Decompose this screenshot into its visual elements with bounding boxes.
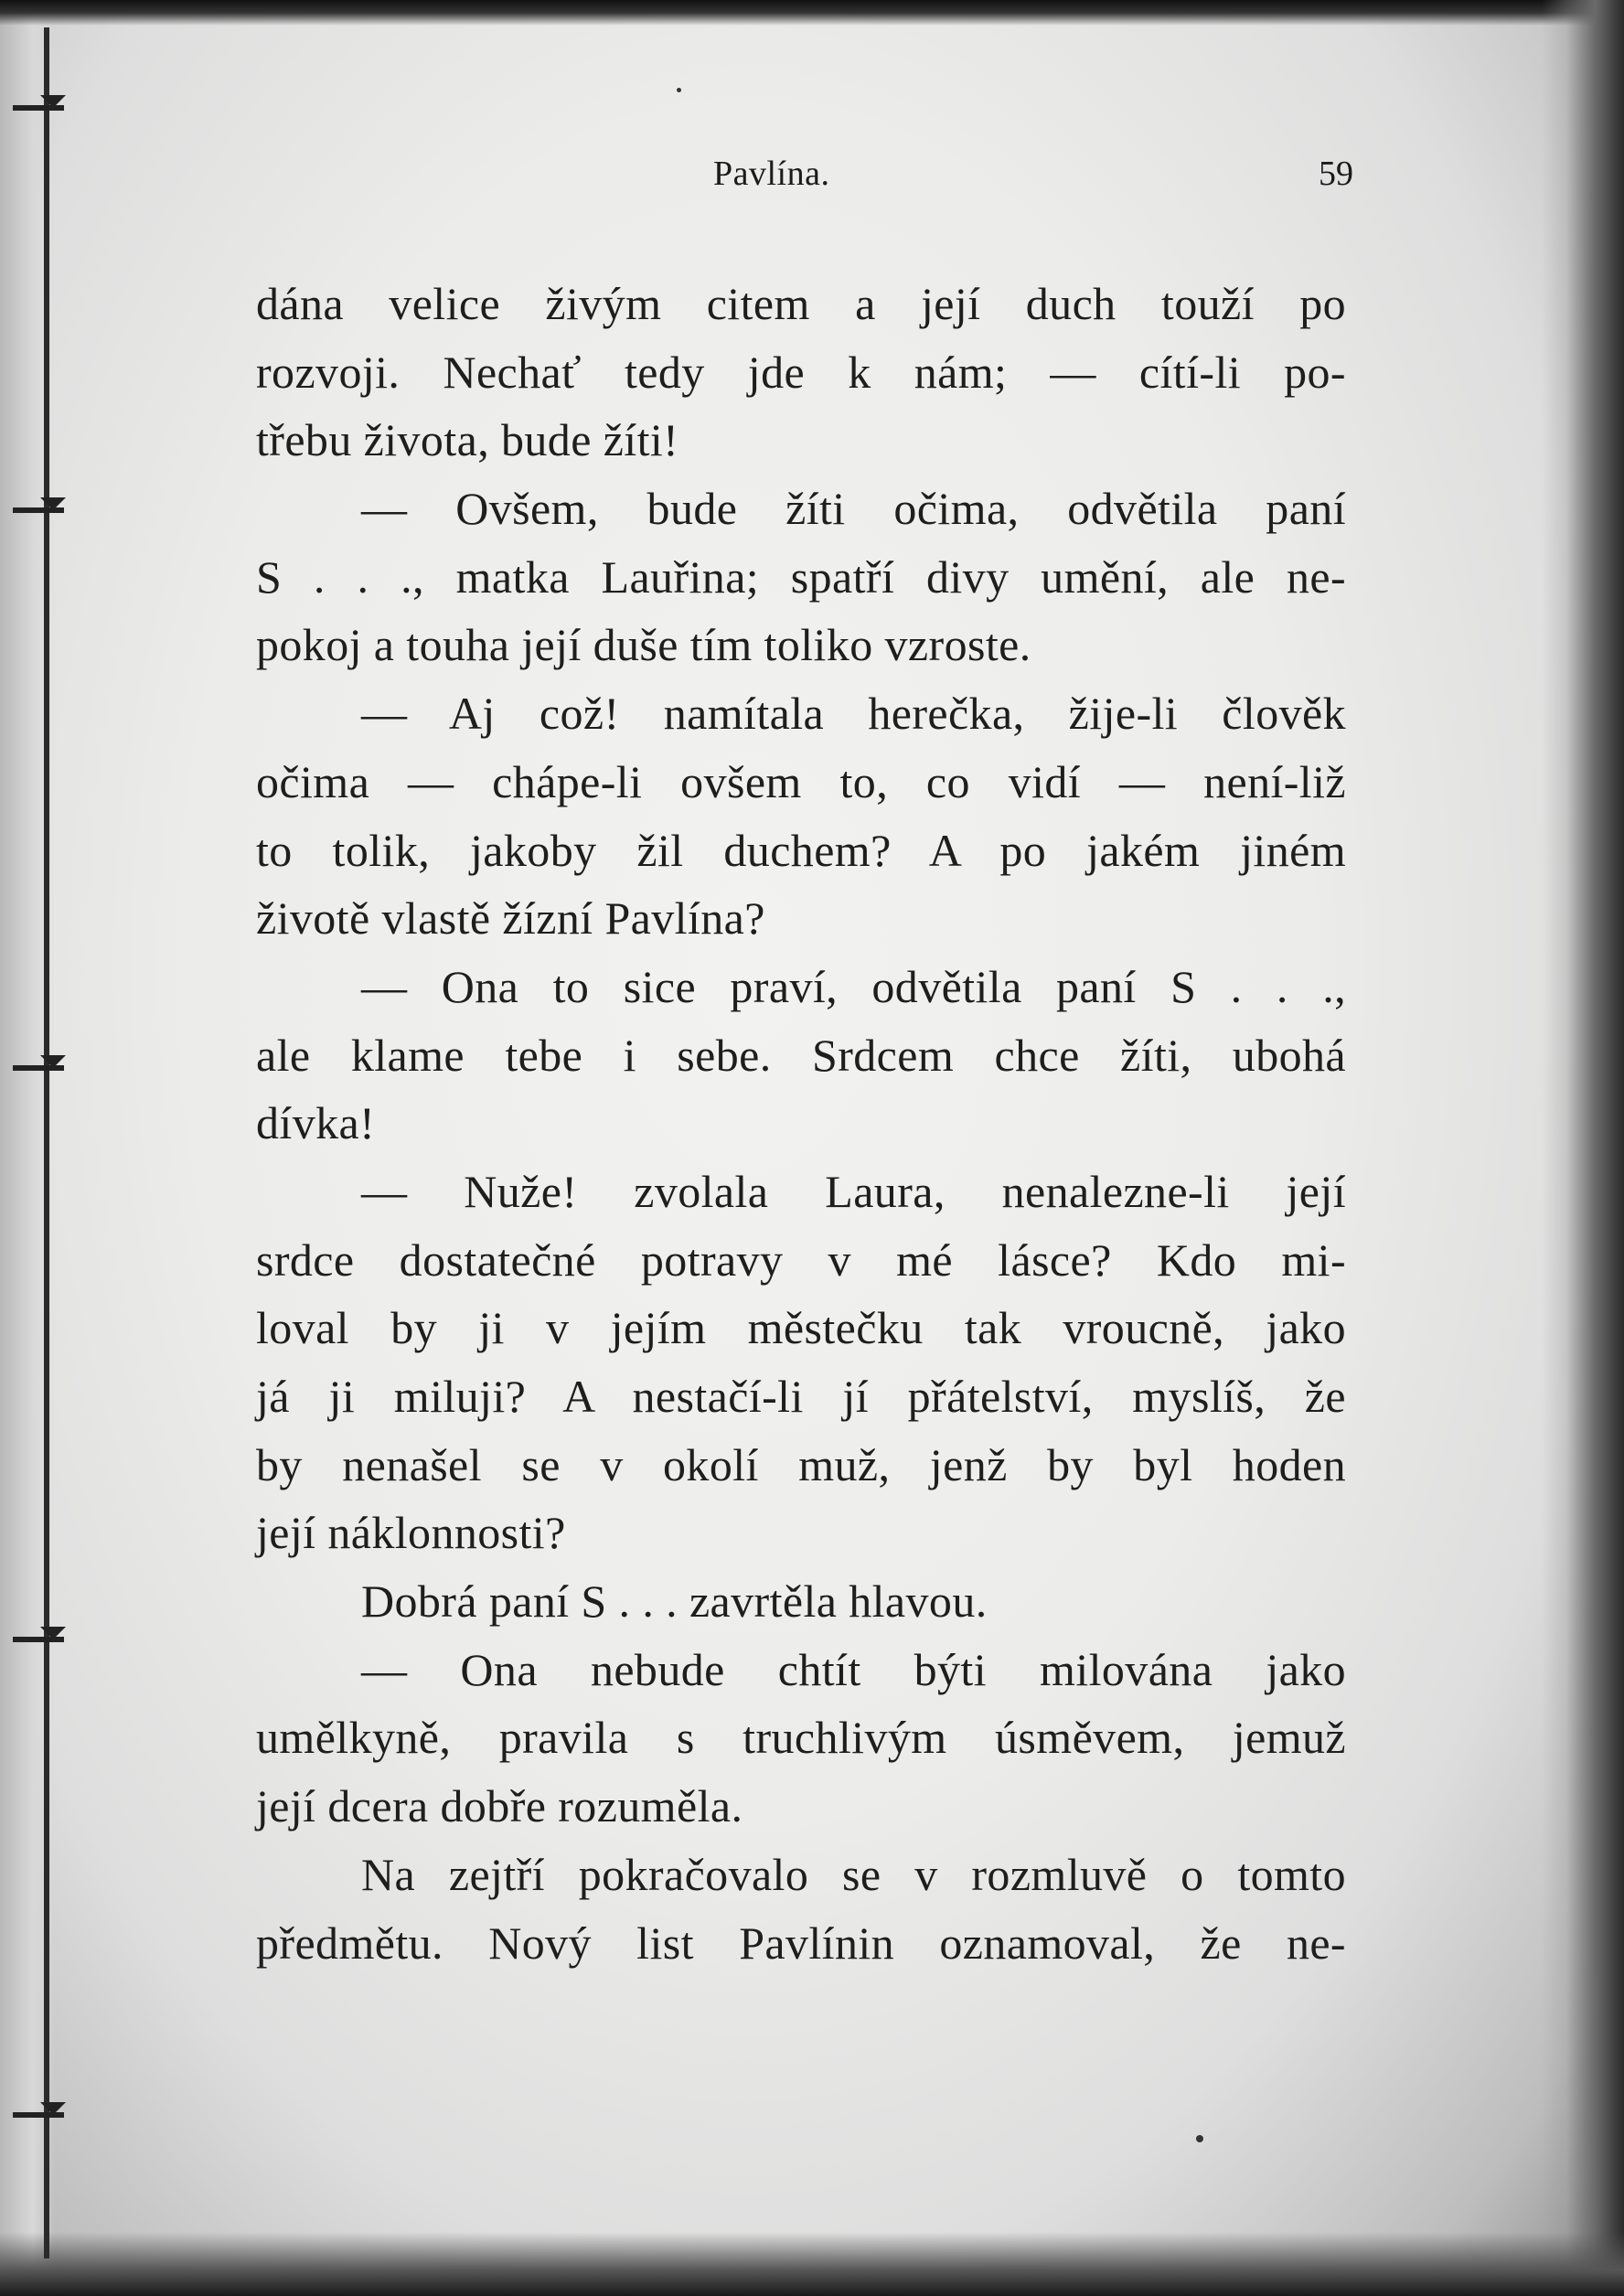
text-line: Dobrá paní S . . . zavrtěla hlavou. (361, 1575, 988, 1628)
text-line: ale klame tebe i sebe. Srdcem chce žíti, ubohá (256, 1029, 1346, 1081)
text-line: třebu života, bude žíti! (256, 414, 679, 466)
paper-speck (1196, 2135, 1203, 2142)
text-line: její náklonnosti? (256, 1507, 566, 1559)
page-right-shadow (1542, 0, 1624, 2296)
binding-stitch (13, 503, 64, 518)
page-header (256, 154, 1353, 208)
binding-stitch (13, 101, 64, 115)
page-number: 59 (1319, 155, 1353, 193)
text-line: rozvoji. Nechať tedy jde k nám; — cítí-li po- (256, 346, 1346, 398)
text-line: dána velice živým citem a její duch touží po (256, 278, 1346, 329)
text-line: dívka! (256, 1097, 376, 1149)
binding-stitch (13, 1632, 64, 1647)
text-line: životě vlastě žízní Pavlína? (256, 892, 765, 945)
binding-stitch (13, 2108, 64, 2122)
text-line: S . . ., matka Lauřina; spatří divy umění, ale ne- (256, 550, 1346, 603)
running-title: Pavlína. (713, 155, 830, 193)
paper-speck (677, 88, 681, 92)
text-line: pokoj a touha její duše tím toliko vzroste. (256, 619, 1031, 671)
text-line: její dcera dobře rozuměla. (256, 1780, 743, 1832)
text-line: já ji miluji? A nestačí-li jí přátelství, myslíš, že (256, 1371, 1346, 1422)
text-line: očima — chápe-li ovšem to, co vidí — není-liž (256, 755, 1346, 807)
text-line: předmětu. Nový list Pavlínin oznamoval, že ne- (256, 1917, 1346, 1969)
text-line: — Aj což! namítala herečka, žije-li člověk (361, 688, 1346, 740)
text-line: srdce dostatečné potravy v mé lásce? Kdo mi- (256, 1233, 1346, 1286)
text-line: — Ona nebude chtít býti milována jako (361, 1643, 1346, 1695)
text-line: loval by ji v jejím městečku tak vroucně, jako (256, 1302, 1346, 1354)
binding-stitch (13, 1061, 64, 1075)
binding-thread (44, 27, 49, 2259)
text-line: — Ovšem, bude žíti očima, odvětila paní (361, 483, 1346, 535)
body-text (256, 270, 1346, 1977)
page-top-shadow (0, 0, 1624, 26)
text-line: to tolik, jakoby žil duchem? A po jakém jiném (256, 824, 1346, 876)
text-line: — Nuže! zvolala Laura, nenalezne-li její (361, 1165, 1346, 1217)
page-bottom-shadow (0, 2232, 1624, 2296)
text-line: Na zejtří pokračovalo se v rozmluvě o tomto (361, 1848, 1346, 1900)
text-line: by nenašel se v okolí muž, jenž by byl hoden (256, 1438, 1346, 1490)
text-line: umělkyně, pravila s truchlivým úsměvem, jemuž (256, 1712, 1346, 1764)
text-line: — Ona to sice praví, odvětila paní S . . ., (361, 960, 1346, 1012)
